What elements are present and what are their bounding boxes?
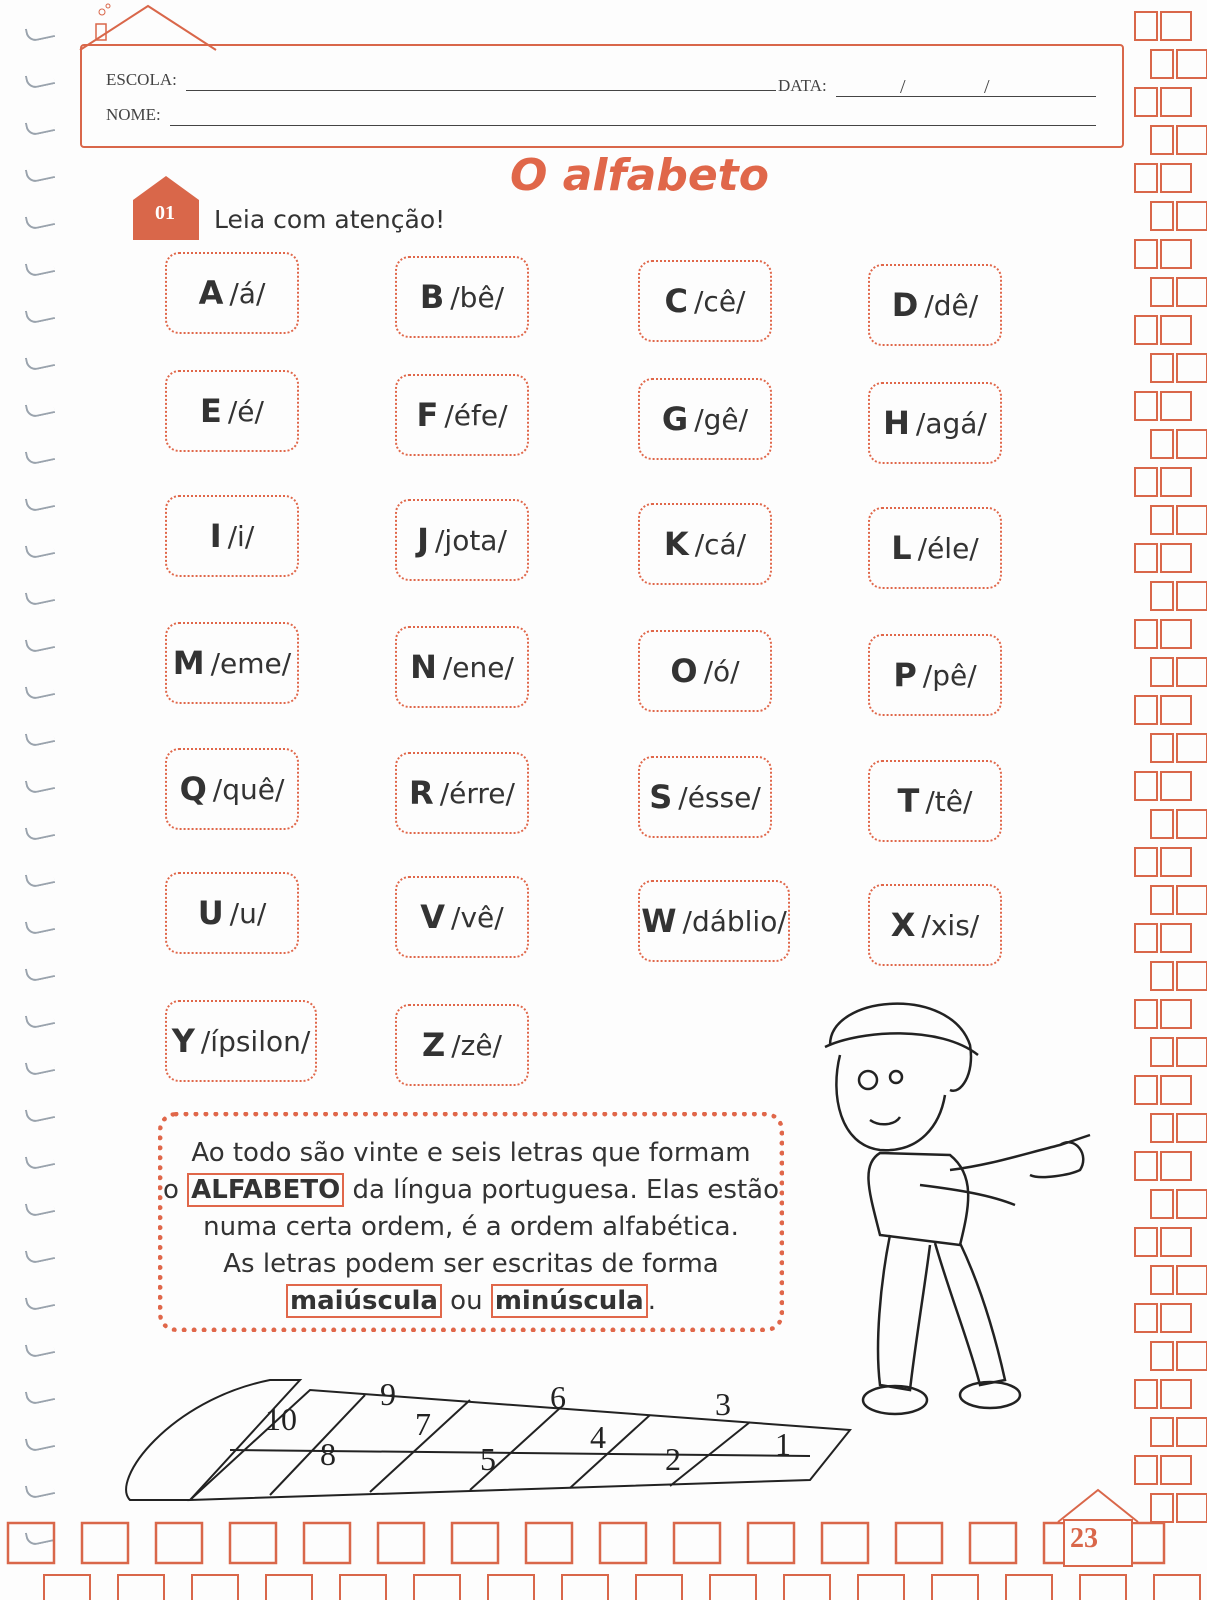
letter-card-d [868,264,1002,346]
spiral-loop [25,211,55,231]
brick [1151,202,1173,230]
brick [1151,962,1173,990]
brick [1135,1456,1157,1484]
letter-glyph: H [883,404,910,442]
brick [82,1523,128,1563]
brick [1177,1038,1207,1066]
info-text: da língua portuguesa. Elas estão [344,1175,779,1205]
letter-sound: /agá/ [915,406,987,440]
letter-card-z [395,1004,529,1086]
letter-sound: /gê/ [694,402,749,436]
brick [118,1575,164,1600]
letter-card-m [165,622,299,704]
brick [1151,1266,1173,1294]
page-number: 23 [1070,1523,1098,1554]
letter-card-u [165,872,299,954]
brick [1177,278,1207,306]
spiral-loop [25,728,55,748]
brick [1135,1304,1157,1332]
brick [1151,278,1173,306]
brick [1177,962,1207,990]
letter-card-c [638,260,772,342]
letter-card-e [165,370,299,452]
hopscotch-number: 9 [380,1376,396,1412]
brick [1151,810,1173,838]
letter-sound: /tê/ [925,784,973,818]
letter-card-x [868,884,1002,966]
letter-sound: /ene/ [442,650,514,684]
letter-sound: /eme/ [210,646,292,680]
brick [1135,620,1157,648]
spiral-binding [18,10,58,1590]
brick [526,1523,572,1563]
letter-card-r [395,752,529,834]
brick [156,1523,202,1563]
brick [1135,392,1157,420]
brick [1161,12,1191,40]
date-line[interactable] [836,96,1096,97]
brick [304,1523,350,1563]
letter-glyph: O [670,652,698,690]
brick [1161,392,1191,420]
letter-sound: /zê/ [451,1028,502,1062]
letter-glyph: F [416,396,439,434]
spiral-loop [25,352,55,372]
brick [452,1523,498,1563]
brick [932,1575,978,1600]
letter-card-q [165,748,299,830]
letter-card-t [868,760,1002,842]
brick [1161,164,1191,192]
brick [1151,1114,1173,1142]
spiral-loop [25,1386,55,1406]
spiral-loop [25,916,55,936]
letter-glyph: L [891,529,912,567]
instruction-text: Leia com atenção! [214,205,446,234]
letter-sound: /cê/ [693,284,746,318]
brick [1161,240,1191,268]
spiral-loop [25,1433,55,1453]
spiral-loop [25,70,55,90]
letter-sound: /ésse/ [678,780,761,814]
brick [1135,88,1157,116]
brick [1135,696,1157,724]
spiral-loop [25,1057,55,1077]
brick [1177,1342,1207,1370]
letter-glyph: S [649,778,673,816]
brick [1161,848,1191,876]
letter-sound: /i/ [227,519,255,553]
brick [1177,658,1207,686]
letter-card-g [638,378,772,460]
brick [1161,468,1191,496]
spiral-loop [25,1198,55,1218]
letter-card-a [165,252,299,334]
info-line-1: Ao todo são vinte e seis letras que formam [191,1138,751,1168]
letter-card-y [165,1000,317,1082]
brick-border-right [1117,0,1207,1600]
brick [1161,1228,1191,1256]
letter-sound: /pê/ [922,658,977,692]
letter-sound: /ípsilon/ [200,1024,311,1058]
brick [230,1523,276,1563]
hopscotch-number: 10 [265,1401,297,1437]
brick [1177,734,1207,762]
brick [1161,1076,1191,1104]
info-text: o [163,1175,188,1205]
letter-glyph: J [417,521,429,559]
hopscotch-number: 5 [480,1441,496,1477]
brick [1161,88,1191,116]
letter-glyph: R [409,774,434,812]
info-line-4: As letras podem ser escritas de forma [223,1249,719,1279]
brick [1177,810,1207,838]
hopscotch-number: 1 [775,1426,791,1462]
spiral-loop [25,493,55,513]
brick [1161,1000,1191,1028]
date-slash-2: / [984,76,990,98]
letter-glyph: M [172,644,205,682]
brick [822,1523,868,1563]
brick [1151,658,1173,686]
info-line-5 [163,1283,779,1320]
letter-glyph: U [197,894,224,932]
brick [1135,1152,1157,1180]
brick [1177,506,1207,534]
brick [1161,924,1191,952]
brick [1177,1190,1207,1218]
letter-sound: /xis/ [921,908,980,942]
spiral-loop [25,540,55,560]
letter-glyph: I [209,517,222,555]
letter-sound: /ó/ [703,654,740,688]
brick [600,1523,646,1563]
brick [1161,316,1191,344]
letter-glyph: B [419,278,445,316]
brick [1177,1114,1207,1142]
boxed-word-alfabeto: ALFABETO [187,1173,344,1207]
brick [1161,1456,1191,1484]
brick [1080,1575,1126,1600]
brick [1161,772,1191,800]
hopscotch-illustration [110,1370,870,1510]
hopscotch-number: 7 [415,1406,431,1442]
spiral-loop [25,446,55,466]
brick [1151,506,1173,534]
brick [1177,126,1207,154]
brick [1177,430,1207,458]
hopscotch-number: 8 [320,1436,336,1472]
brick [340,1575,386,1600]
info-box [158,1112,784,1332]
spiral-loop [25,775,55,795]
brick [674,1523,720,1563]
spiral-loop [25,869,55,889]
letter-glyph: E [200,392,222,430]
letter-sound: /u/ [229,896,267,930]
brick [414,1575,460,1600]
hopscotch-number: 4 [590,1419,606,1455]
brick [1177,202,1207,230]
letter-sound: /quê/ [212,772,285,806]
brick [1135,1076,1157,1104]
spiral-loop [25,1292,55,1312]
spiral-loop [25,963,55,983]
brick [1135,12,1157,40]
letter-glyph: Z [422,1026,446,1064]
brick [192,1575,238,1600]
spiral-loop [25,1245,55,1265]
letter-card-w [638,880,790,962]
brick [1135,1000,1157,1028]
letter-sound: /cá/ [694,527,747,561]
letter-glyph: P [893,656,917,694]
info-text: . [647,1286,656,1316]
spiral-loop [25,399,55,419]
spiral-loop [25,587,55,607]
letter-card-i [165,495,299,577]
letter-glyph: Q [179,770,207,808]
brick [1135,772,1157,800]
brick [1151,1342,1173,1370]
boxed-word-maiuscula: maiúscula [286,1284,442,1318]
brick [1135,848,1157,876]
brick-border-bottom [0,1515,1207,1600]
letter-card-f [395,374,529,456]
letter-sound: /jota/ [434,523,507,557]
brick [1135,1228,1157,1256]
spiral-loop [25,164,55,184]
spiral-loop [25,634,55,654]
spiral-loop [25,1339,55,1359]
letter-card-j [395,499,529,581]
letter-sound: /érre/ [439,776,515,810]
letter-glyph: T [897,782,920,820]
brick [1177,1266,1207,1294]
brick [8,1523,54,1563]
brick [1161,696,1191,724]
spiral-loop [25,23,55,43]
letter-card-l [868,507,1002,589]
boxed-word-minuscula: minúscula [491,1284,648,1318]
letter-sound: /bê/ [450,280,505,314]
brick [1161,544,1191,572]
brick [1135,240,1157,268]
brick [1151,430,1173,458]
brick [378,1523,424,1563]
brick [1177,1418,1207,1446]
letter-glyph: K [663,525,689,563]
school-line[interactable] [186,90,776,91]
brick [1177,582,1207,610]
brick [858,1575,904,1600]
letter-sound: /éle/ [917,531,979,565]
brick [1177,50,1207,78]
brick [1151,1038,1173,1066]
hopscotch-number: 3 [715,1386,731,1422]
name-line[interactable] [170,125,1096,126]
letter-glyph: G [661,400,689,438]
spiral-loop [25,681,55,701]
brick [748,1523,794,1563]
spiral-loop [25,822,55,842]
letter-card-h [868,382,1002,464]
spiral-loop [25,1104,55,1124]
letter-glyph: Y [171,1022,195,1060]
letter-glyph: N [410,648,437,686]
brick [1177,354,1207,382]
brick [1151,1418,1173,1446]
brick [1151,354,1173,382]
question-number: 01 [155,202,175,224]
brick [896,1523,942,1563]
page-number-house-icon [1056,1488,1140,1568]
brick [1161,1152,1191,1180]
brick [488,1575,534,1600]
letter-glyph: X [890,906,916,944]
letter-card-s [638,756,772,838]
hopscotch-number: 6 [550,1379,566,1415]
letter-sound: /dê/ [924,288,979,322]
brick [1151,734,1173,762]
spiral-loop [25,258,55,278]
brick [970,1523,1016,1563]
date-slash-1: / [900,76,906,98]
info-line-2 [163,1172,779,1209]
brick [1154,1575,1200,1600]
spiral-loop [25,1010,55,1030]
info-line-3: numa certa ordem, é a ordem alfabética. [203,1212,739,1242]
spiral-loop [25,305,55,325]
hopscotch-number: 2 [665,1441,681,1477]
letter-glyph: C [664,282,688,320]
letter-card-n [395,626,529,708]
brick [1135,164,1157,192]
page-title: O alfabeto [510,150,769,201]
spiral-loop [25,117,55,137]
letter-sound: /dáblio/ [682,904,787,938]
spiral-loop [25,1480,55,1500]
spiral-loop [25,1151,55,1171]
brick [1161,1304,1191,1332]
brick [1161,1380,1191,1408]
brick [1135,924,1157,952]
brick [1151,1190,1173,1218]
letter-card-o [638,630,772,712]
brick [1135,468,1157,496]
info-text: ou [441,1286,491,1316]
school-label: ESCOLA: [106,70,177,89]
date-label: DATA: [778,76,827,95]
brick [1177,886,1207,914]
brick [1151,126,1173,154]
letter-sound: /éfe/ [444,398,508,432]
letter-glyph: A [198,274,224,312]
letter-glyph: W [641,902,677,940]
brick [266,1575,312,1600]
brick [1161,620,1191,648]
letter-glyph: D [891,286,919,324]
brick [1151,886,1173,914]
letter-card-p [868,634,1002,716]
brick [784,1575,830,1600]
brick [1135,544,1157,572]
letter-glyph: V [420,898,446,936]
letter-card-v [395,876,529,958]
brick [1151,50,1173,78]
letter-sound: /vê/ [451,900,504,934]
letter-sound: /é/ [227,394,264,428]
brick [1135,1380,1157,1408]
brick [1006,1575,1052,1600]
brick [1135,316,1157,344]
letter-card-b [395,256,529,338]
letter-card-k [638,503,772,585]
name-label: NOME: [106,105,161,124]
brick [562,1575,608,1600]
brick [636,1575,682,1600]
brick [710,1575,756,1600]
brick [44,1575,90,1600]
brick [1151,582,1173,610]
letter-sound: /á/ [229,276,266,310]
